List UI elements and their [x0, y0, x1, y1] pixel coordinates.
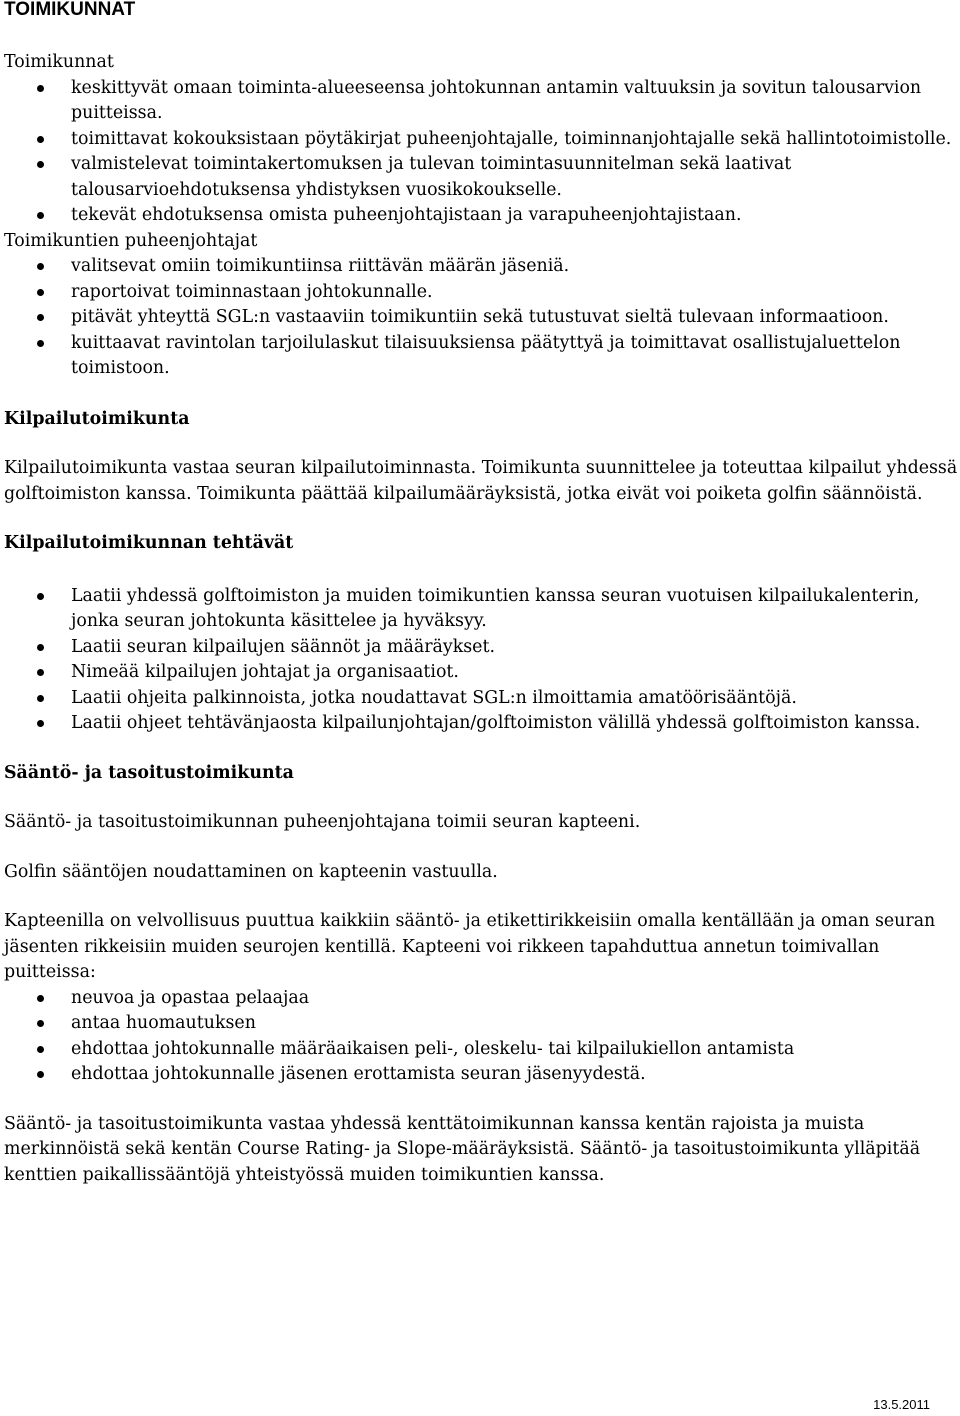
rules-paragraph-1: Sääntö- ja tasoitustoimikunnan puheenjohtajana toimii seuran kapteeni.	[4, 812, 641, 832]
bullet-icon	[37, 995, 44, 1002]
list-item: neuvoa ja opastaa pelaajaa	[4, 986, 958, 1012]
bullet-icon	[37, 85, 44, 92]
list-item: ehdottaa johtokunnalle jäsenen erottamista seuran jäsenyydestä.	[4, 1062, 958, 1088]
bullet-icon	[37, 593, 44, 600]
bullet-icon	[37, 695, 44, 702]
section-heading-competition-tasks: Kilpailutoimikunnan tehtävät	[4, 533, 294, 553]
footer-date: 13.5.2011	[873, 1397, 930, 1412]
list-item: valitsevat omiin toimikuntiinsa riittävän määrän jäseniä.	[4, 254, 958, 280]
captain-actions-list	[4, 986, 958, 1088]
bullet-icon	[37, 669, 44, 676]
section-heading-competition: Kilpailutoimikunta	[4, 408, 190, 429]
rules-paragraph-4: Sääntö- ja tasoitustoimikunta vastaa yhdessä kenttätoimikunnan kanssa kentän rajoista ja muista merkinnöistä sekä kentän Course Rating- ja Slope-määräyksistä. Sääntö- ja tasoitustoimikunta ylläpitää kenttien paikallissääntöjä yhteistyössä muiden toimikuntien kanssa.	[4, 1113, 921, 1185]
list-item: pitävät yhteyttä SGL:n vastaaviin toimikuntiin sekä tutustuvat sieltä tulevaan informaatioon.	[4, 305, 958, 331]
bullet-icon	[37, 1046, 44, 1053]
bullet-icon	[37, 340, 44, 347]
bullet-icon	[37, 720, 44, 727]
list-item: Laatii ohjeita palkinnoista, jotka noudattavat SGL:n ilmoittamia amatöörisääntöjä.	[4, 686, 958, 712]
bullet-icon	[37, 161, 44, 168]
competition-paragraph: Kilpailutoimikunta vastaa seuran kilpailutoiminnasta. Toimikunta suunnittelee ja toteuttaa kilpailut yhdessä golftoimiston kanssa. Toimikunta päättää kilpailumääräyksistä, jotka eivät voi poiketa golfin säännöistä.	[4, 458, 958, 504]
list-item: raportoivat toiminnastaan johtokunnalle.	[4, 280, 958, 306]
bullet-icon	[37, 1020, 44, 1027]
list-item: valmistelevat toimintakertomuksen ja tulevan toimintasuunnitelman sekä laativat talousarvioehdotuksensa yhdistyksen vuosikokoukselle.	[4, 152, 958, 203]
list-item: kuittaavat ravintolan tarjoilulaskut tilaisuuksiensa päätyttyä ja toimittavat osallistujaluettelon toimistoon.	[4, 331, 958, 382]
document-page	[4, 0, 958, 1188]
list-item: Nimeää kilpailujen johtajat ja organisaatiot.	[4, 660, 958, 686]
rules-paragraph-2: Golfin sääntöjen noudattaminen on kapteenin vastuulla.	[4, 861, 498, 882]
list-item: toimittavat kokouksistaan pöytäkirjat puheenjohtajalle, toiminnanjohtajalle sekä hallintotoimistolle.	[4, 127, 958, 153]
list-item: antaa huomautuksen	[4, 1011, 958, 1037]
chairs-bullet-list	[4, 254, 958, 382]
bullet-icon	[37, 136, 44, 143]
document-title: TOIMIKUNNAT	[4, 0, 136, 20]
bullet-icon	[37, 289, 44, 296]
committees-intro: Toimikunnat	[4, 52, 114, 72]
list-item: keskittyvät omaan toiminta-alueeseensa johtokunnan antamin valtuuksin ja sovitun talousarvion puitteissa.	[4, 76, 958, 127]
list-item: Laatii seuran kilpailujen säännöt ja määräykset.	[4, 635, 958, 661]
bullet-icon	[37, 1071, 44, 1078]
bullet-icon	[37, 263, 44, 270]
committees-bullet-list	[4, 76, 958, 229]
bullet-icon	[37, 314, 44, 321]
list-item: tekevät ehdotuksensa omista puheenjohtajistaan ja varapuheenjohtajistaan.	[4, 203, 958, 229]
rules-paragraph-3: Kapteenilla on velvollisuus puuttua kaikkiin sääntö- ja etikettirikkeisiin omalla kentällään ja oman seuran jäsenten rikkeisiin muiden seurojen kentillä. Kapteeni voi rikkeen tapahduttua annetun toimivallan puitteissa:	[4, 911, 936, 982]
chairs-intro: Toimikuntien puheenjohtajat	[4, 230, 258, 251]
list-item: Laatii ohjeet tehtävänjaosta kilpailunjohtajan/golftoimiston välillä yhdessä golftoimiston kanssa.	[4, 711, 958, 737]
bullet-icon	[37, 644, 44, 651]
bullet-icon	[37, 212, 44, 219]
section-heading-rules-handicap: Sääntö- ja tasoitustoimikunta	[4, 762, 294, 783]
list-item: ehdottaa johtokunnalle määräaikaisen peli-, oleskelu- tai kilpailukiellon antamista	[4, 1037, 958, 1063]
competition-tasks-list	[4, 584, 958, 737]
list-item: Laatii yhdessä golftoimiston ja muiden toimikuntien kanssa seuran vuotuisen kilpailukalenterin, jonka seuran johtokunta käsittelee ja hyväksyy.	[4, 584, 958, 635]
